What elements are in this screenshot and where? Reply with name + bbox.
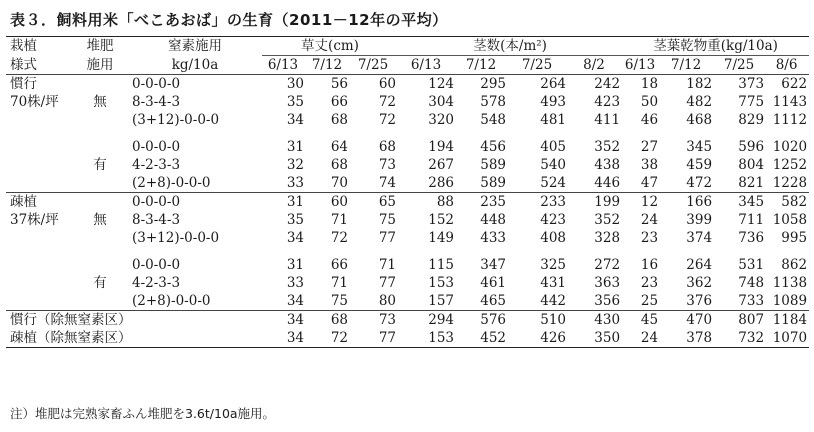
value-cell: 1089 xyxy=(772,293,808,309)
value-cell: 325 xyxy=(540,257,567,273)
value-cell: 405 xyxy=(540,139,567,155)
value-cell: 25 xyxy=(640,293,659,309)
value-cell: 66 xyxy=(330,94,348,110)
value-cell: 74 xyxy=(378,175,397,191)
header-plant-height: 草丈(cm) xyxy=(262,37,398,56)
value-cell: 775 xyxy=(738,94,765,110)
value-cell: 470 xyxy=(660,311,714,330)
date-header: 7/25 xyxy=(357,57,389,73)
compost-cell: 有 xyxy=(93,275,107,291)
value-cell: 304 xyxy=(428,94,455,110)
planting-style-cell: 慣行 xyxy=(6,75,72,94)
value-cell: 352 xyxy=(594,139,621,155)
table-row xyxy=(6,292,809,311)
value-cell: 1252 xyxy=(772,157,808,173)
value-cell: 32 xyxy=(286,157,304,173)
table-row xyxy=(6,138,809,156)
value-cell: 328 xyxy=(594,230,621,246)
value-cell: 295 xyxy=(456,75,508,94)
value-cell: 461 xyxy=(480,275,507,291)
date-header: 8/6 xyxy=(775,57,798,73)
value-cell: 31 xyxy=(262,193,306,212)
value-cell: 233 xyxy=(508,193,568,212)
planting-style-cell xyxy=(6,111,72,129)
header-compost: 堆肥 xyxy=(72,37,128,56)
table-row xyxy=(6,174,809,193)
nitrogen-cell: 0-0-0-0 xyxy=(132,257,181,273)
value-cell: 24 xyxy=(622,329,660,348)
value-cell: 68 xyxy=(306,311,350,330)
header-compost-2: 施用 xyxy=(86,56,114,73)
value-cell: 510 xyxy=(508,311,568,330)
value-cell: 459 xyxy=(686,157,713,173)
value-cell: 34 xyxy=(286,230,304,246)
value-cell: 399 xyxy=(686,212,713,228)
value-cell: 481 xyxy=(540,112,567,128)
value-cell: 30 xyxy=(262,75,306,94)
planting-style-cell xyxy=(6,274,72,292)
table-row xyxy=(6,75,809,94)
header-planting-style: 栽植 xyxy=(6,37,72,56)
table-row xyxy=(6,256,809,274)
value-cell: 482 xyxy=(686,94,713,110)
value-cell: 452 xyxy=(456,329,508,348)
value-cell: 622 xyxy=(766,75,809,94)
table-row xyxy=(6,274,809,292)
value-cell: 73 xyxy=(378,157,397,173)
compost-cell: 有 xyxy=(93,157,107,173)
value-cell: 157 xyxy=(428,293,455,309)
summary-label: 慣行（除無窒素区） xyxy=(6,311,262,330)
nitrogen-cell: 8-3-4-3 xyxy=(132,94,181,110)
value-cell: 68 xyxy=(330,157,348,173)
summary-label: 疎植（除無窒素区） xyxy=(6,329,262,348)
header-row-2 xyxy=(6,56,809,75)
growth-table-container xyxy=(6,36,809,348)
value-cell: 548 xyxy=(480,112,507,128)
value-cell: 34 xyxy=(286,112,304,128)
value-cell: 589 xyxy=(480,175,507,191)
compost-cell xyxy=(72,138,128,156)
value-cell: 24 xyxy=(640,212,659,228)
nitrogen-cell: 0-0-0-0 xyxy=(128,193,262,212)
value-cell: 124 xyxy=(398,75,456,94)
compost-cell: 無 xyxy=(93,212,107,228)
value-cell: 1138 xyxy=(772,275,808,291)
value-cell: 50 xyxy=(640,94,659,110)
summary-row xyxy=(6,311,809,330)
nitrogen-cell: (2+8)-0-0-0 xyxy=(132,175,211,191)
value-cell: 376 xyxy=(686,293,713,309)
value-cell: 1228 xyxy=(772,175,808,191)
date-header: 6/13 xyxy=(624,57,656,73)
table-row xyxy=(6,93,809,111)
value-cell: 45 xyxy=(622,311,660,330)
planting-style-cell xyxy=(6,292,72,311)
compost-cell xyxy=(72,75,128,94)
value-cell: 68 xyxy=(330,112,348,128)
value-cell: 493 xyxy=(540,94,567,110)
value-cell: 350 xyxy=(568,329,622,348)
value-cell: 356 xyxy=(594,293,621,309)
value-cell: 34 xyxy=(262,311,306,330)
value-cell: 264 xyxy=(508,75,568,94)
header-row-1 xyxy=(6,37,809,56)
value-cell: 73 xyxy=(350,311,398,330)
header-dry-weight: 茎葉乾物重(kg/10a) xyxy=(622,37,809,56)
value-cell: 578 xyxy=(480,94,507,110)
value-cell: 408 xyxy=(540,230,567,246)
value-cell: 423 xyxy=(540,212,567,228)
value-cell: 736 xyxy=(738,230,765,246)
value-cell: 182 xyxy=(660,75,714,94)
value-cell: 46 xyxy=(640,112,659,128)
value-cell: 264 xyxy=(686,257,713,273)
value-cell: 411 xyxy=(594,112,621,128)
summary-row xyxy=(6,329,809,348)
value-cell: 153 xyxy=(398,329,456,348)
table-row xyxy=(6,193,809,212)
nitrogen-cell: 8-3-4-3 xyxy=(132,212,181,228)
value-cell: 60 xyxy=(306,193,350,212)
compost-cell xyxy=(72,229,128,247)
value-cell: 68 xyxy=(378,139,397,155)
planting-style-cell: 37株/坪 xyxy=(10,212,59,228)
value-cell: 596 xyxy=(738,139,765,155)
value-cell: 345 xyxy=(714,193,766,212)
value-cell: 430 xyxy=(568,311,622,330)
value-cell: 468 xyxy=(686,112,713,128)
nitrogen-cell: (3+12)-0-0-0 xyxy=(132,112,220,128)
value-cell: 88 xyxy=(398,193,456,212)
compost-cell xyxy=(72,256,128,274)
value-cell: 115 xyxy=(428,257,455,273)
table-row xyxy=(6,111,809,129)
value-cell: 235 xyxy=(456,193,508,212)
value-cell: 38 xyxy=(640,157,659,173)
date-header: 7/12 xyxy=(465,57,497,73)
value-cell: 1020 xyxy=(772,139,808,155)
value-cell: 267 xyxy=(428,157,455,173)
value-cell: 1143 xyxy=(772,94,808,110)
value-cell: 71 xyxy=(330,275,348,291)
value-cell: 345 xyxy=(686,139,713,155)
value-cell: 442 xyxy=(540,293,567,309)
nitrogen-cell: (3+12)-0-0-0 xyxy=(132,230,220,246)
value-cell: 64 xyxy=(330,139,348,155)
value-cell: 829 xyxy=(738,112,765,128)
value-cell: 472 xyxy=(686,175,713,191)
value-cell: 47 xyxy=(640,175,659,191)
value-cell: 576 xyxy=(456,311,508,330)
value-cell: 378 xyxy=(660,329,714,348)
compost-cell xyxy=(72,193,128,212)
value-cell: 70 xyxy=(330,175,348,191)
value-cell: 12 xyxy=(622,193,660,212)
value-cell: 995 xyxy=(781,230,808,246)
value-cell: 733 xyxy=(738,293,765,309)
value-cell: 72 xyxy=(306,329,350,348)
value-cell: 711 xyxy=(738,212,765,228)
value-cell: 1058 xyxy=(772,212,808,228)
value-cell: 821 xyxy=(738,175,765,191)
value-cell: 66 xyxy=(330,257,348,273)
value-cell: 362 xyxy=(686,275,713,291)
date-header: 6/13 xyxy=(410,57,442,73)
value-cell: 524 xyxy=(540,175,567,191)
value-cell: 16 xyxy=(640,257,659,273)
compost-cell: 無 xyxy=(93,94,107,110)
value-cell: 373 xyxy=(714,75,766,94)
table-footnote: 注）堆肥は完熟家畜ふん堆肥を3.6t/10a施用。 xyxy=(10,406,276,421)
value-cell: 56 xyxy=(306,75,350,94)
table-row xyxy=(6,156,809,174)
value-cell: 531 xyxy=(738,257,765,273)
compost-cell xyxy=(72,111,128,129)
value-cell: 35 xyxy=(286,94,304,110)
spacer-row xyxy=(6,129,809,138)
value-cell: 862 xyxy=(781,257,808,273)
value-cell: 194 xyxy=(428,139,455,155)
value-cell: 152 xyxy=(428,212,455,228)
value-cell: 65 xyxy=(350,193,398,212)
value-cell: 446 xyxy=(594,175,621,191)
value-cell: 1112 xyxy=(772,112,808,128)
value-cell: 272 xyxy=(594,257,621,273)
table-row xyxy=(6,211,809,229)
value-cell: 448 xyxy=(480,212,507,228)
compost-cell xyxy=(72,174,128,193)
header-nitrogen: 窒素施用 xyxy=(128,37,262,56)
date-header: 7/12 xyxy=(311,57,343,73)
nitrogen-cell: 4-2-3-3 xyxy=(132,275,181,291)
value-cell: 23 xyxy=(640,275,659,291)
value-cell: 71 xyxy=(378,257,397,273)
value-cell: 75 xyxy=(330,293,348,309)
value-cell: 1184 xyxy=(766,311,809,330)
value-cell: 153 xyxy=(428,275,455,291)
value-cell: 31 xyxy=(286,257,304,273)
nitrogen-cell: 0-0-0-0 xyxy=(132,139,181,155)
header-nitrogen-unit: kg/10a xyxy=(171,56,219,73)
value-cell: 540 xyxy=(540,157,567,173)
value-cell: 72 xyxy=(378,94,397,110)
value-cell: 433 xyxy=(480,230,507,246)
value-cell: 75 xyxy=(378,212,397,228)
value-cell: 807 xyxy=(714,311,766,330)
value-cell: 60 xyxy=(350,75,398,94)
value-cell: 347 xyxy=(480,257,507,273)
value-cell: 199 xyxy=(568,193,622,212)
planting-style-cell xyxy=(6,229,72,247)
table-title: 表３．飼料用米「べこあおば」の生育（2011－12年の平均） xyxy=(10,11,448,29)
value-cell: 23 xyxy=(640,230,659,246)
value-cell: 71 xyxy=(330,212,348,228)
value-cell: 27 xyxy=(640,139,659,155)
value-cell: 149 xyxy=(428,230,455,246)
nitrogen-cell: 0-0-0-0 xyxy=(128,75,262,94)
value-cell: 77 xyxy=(378,275,397,291)
nitrogen-cell: (2+8)-0-0-0 xyxy=(132,293,211,309)
value-cell: 589 xyxy=(480,157,507,173)
planting-style-cell xyxy=(6,256,72,274)
value-cell: 34 xyxy=(262,329,306,348)
spacer-row xyxy=(6,247,809,256)
value-cell: 732 xyxy=(714,329,766,348)
value-cell: 320 xyxy=(428,112,455,128)
value-cell: 374 xyxy=(686,230,713,246)
value-cell: 294 xyxy=(398,311,456,330)
value-cell: 72 xyxy=(330,230,348,246)
value-cell: 34 xyxy=(286,293,304,309)
value-cell: 77 xyxy=(378,230,397,246)
value-cell: 77 xyxy=(350,329,398,348)
nitrogen-cell: 4-2-3-3 xyxy=(132,157,181,173)
value-cell: 748 xyxy=(738,275,765,291)
value-cell: 804 xyxy=(738,157,765,173)
value-cell: 33 xyxy=(286,275,304,291)
date-header: 7/25 xyxy=(521,57,553,73)
header-planting-style-2: 様式 xyxy=(10,56,37,73)
value-cell: 465 xyxy=(480,293,507,309)
planting-style-cell: 70株/坪 xyxy=(10,94,59,110)
value-cell: 431 xyxy=(540,275,567,291)
compost-cell xyxy=(72,292,128,311)
header-stem-count: 茎数(本/m²) xyxy=(398,37,622,56)
value-cell: 72 xyxy=(378,112,397,128)
planting-style-cell xyxy=(6,174,72,193)
value-cell: 423 xyxy=(594,94,621,110)
planting-style-cell: 疎植 xyxy=(6,193,72,212)
value-cell: 426 xyxy=(508,329,568,348)
value-cell: 18 xyxy=(622,75,660,94)
value-cell: 363 xyxy=(594,275,621,291)
date-header: 8/2 xyxy=(583,57,605,73)
value-cell: 166 xyxy=(660,193,714,212)
growth-table xyxy=(6,36,809,348)
date-header: 6/13 xyxy=(267,57,299,73)
value-cell: 35 xyxy=(286,212,304,228)
value-cell: 242 xyxy=(568,75,622,94)
date-header: 7/25 xyxy=(723,57,755,73)
value-cell: 438 xyxy=(594,157,621,173)
date-header: 7/12 xyxy=(670,57,702,73)
value-cell: 80 xyxy=(378,293,397,309)
value-cell: 582 xyxy=(766,193,809,212)
table-row xyxy=(6,229,809,247)
value-cell: 456 xyxy=(480,139,507,155)
value-cell: 286 xyxy=(428,175,455,191)
planting-style-cell xyxy=(6,138,72,156)
planting-style-cell xyxy=(6,156,72,174)
value-cell: 31 xyxy=(286,139,304,155)
value-cell: 1070 xyxy=(766,329,809,348)
value-cell: 352 xyxy=(594,212,621,228)
value-cell: 33 xyxy=(286,175,304,191)
